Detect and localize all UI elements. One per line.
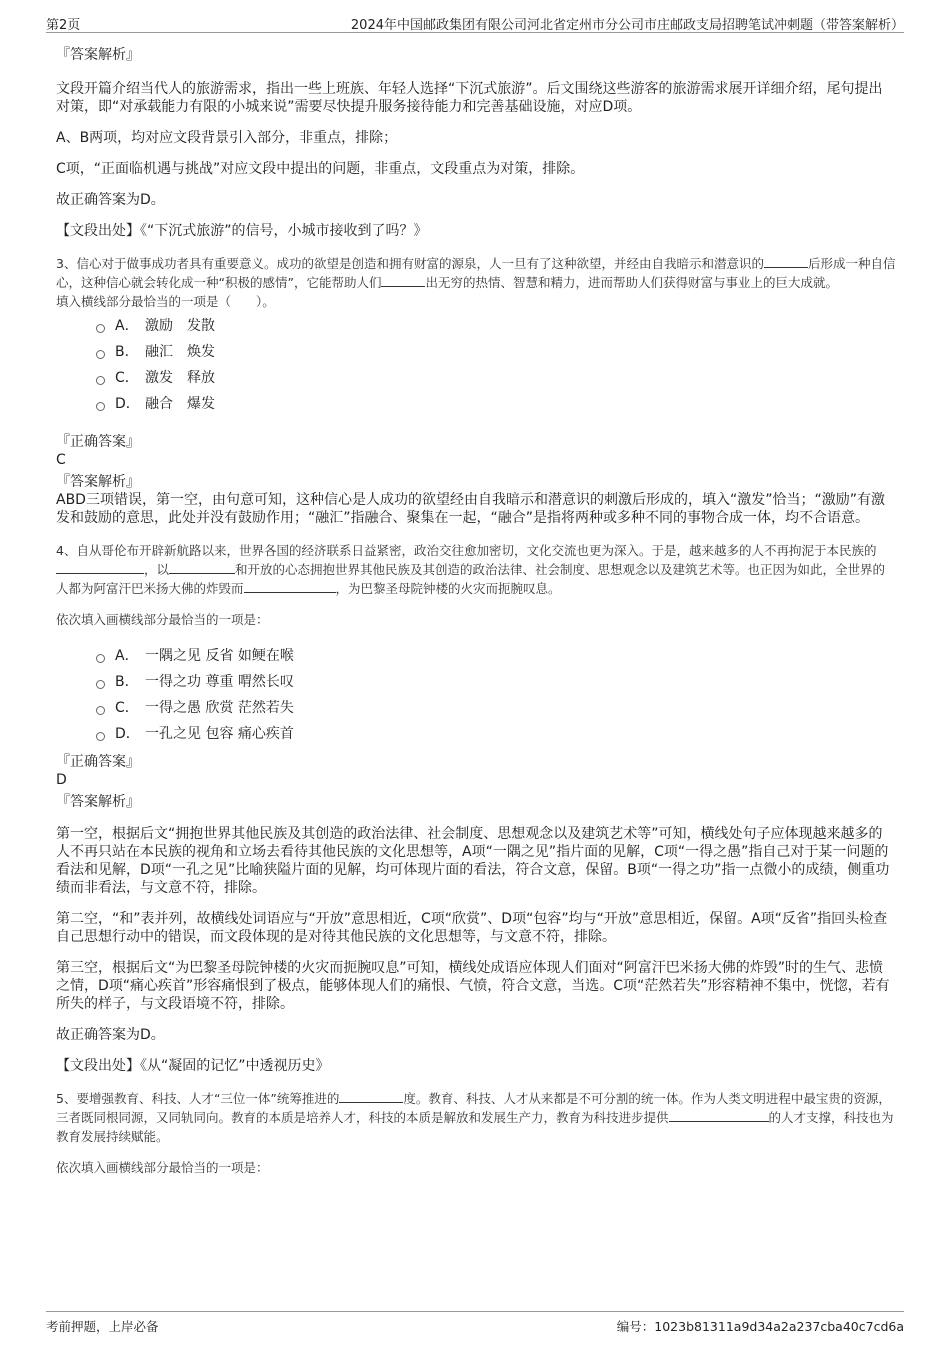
blank-line	[381, 274, 425, 287]
page-footer	[46, 1311, 904, 1336]
blank-line	[669, 1109, 769, 1122]
option-d[interactable]: D． 一孔之见 包容 痛心疾首	[96, 721, 896, 747]
page-number: 第2页	[46, 18, 81, 33]
option-a[interactable]: A． 一隅之见 反省 如鲠在喉	[96, 643, 896, 669]
question-4-stem: 4、自从哥伦布开辟新航路以来，世界各国的经济联系日益紧密，政治交往愈加密切，文化交流也更为深入。于是，越来越多的人不再拘泥于本民族的，以 和开放的心态拥抱世界其他民族及其创造的政治法律、社会制度、思想观念以及建筑艺术等。也正因为如此，全世界的人都为阿富汗巴米扬大佛的炸毁而 ，为巴黎圣母院钟楼的火灾而扼腕叹息。	[56, 543, 886, 596]
page-content	[56, 46, 896, 1177]
analysis-paragraph: A、B两项，均对应文段背景引入部分，非重点，排除；	[56, 130, 398, 146]
source-citation: 【文段出处】《“下沉式旅游”的信号，小城市接收到了吗？》	[56, 223, 428, 239]
document-title: 2024年中国邮政集团有限公司河北省定州市分公司市庄邮政支局招聘笔试冲刺题（带答案解析）	[350, 18, 904, 33]
blank-line	[169, 561, 235, 574]
radio-icon[interactable]	[96, 706, 105, 715]
analysis-paragraph: 故正确答案为D。	[56, 192, 165, 208]
blank-line	[339, 1090, 403, 1103]
answer-label: 『正确答案』	[56, 434, 140, 450]
radio-icon[interactable]	[96, 376, 105, 385]
analysis-label: 『答案解析』	[56, 474, 140, 490]
analysis-paragraph: 第二空，“和”表并列，故横线处词语应与“开放”意思相近，C项“欣赏”、D项“包容”均与“开放”意思相近，保留。A项“反省”指回头检查自己思想行动中的错误，而文段体现的是对待其他民族的文化思想等，与文意不符，排除。	[56, 911, 888, 945]
analysis-label: 『答案解析』	[56, 794, 140, 810]
analysis-paragraph: 文段开篇介绍当代人的旅游需求，指出一些上班族、年轻人选择“下沉式旅游”。后文围绕这些游客的旅游需求展开详细介绍，尾句提出对策，即“对承载能力有限的小城来说”需要尽快提升服务接待能力和完善基础设施，对应D项。	[56, 81, 883, 115]
radio-icon[interactable]	[96, 350, 105, 359]
radio-icon[interactable]	[96, 402, 105, 411]
question-5-ask: 依次填入画横线部分最恰当的一项是：	[56, 1160, 269, 1175]
option-d[interactable]: D． 融合 爆发	[96, 391, 896, 417]
analysis-paragraph: 第三空，根据后文“为巴黎圣母院钟楼的火灾而扼腕叹息”可知，横线处成语应体现人们面对“阿富汗巴米扬大佛的炸毁”时的生气、悲愤之情，D项“痛心疾首”形容痛恨到了极点，能够体现人们的痛恨、气愤，符合文意，当选。C项“茫然若失”形容精神不集中，恍惚，若有所失的样子，与文段语境不符，排除。	[56, 960, 890, 1012]
blank-line	[56, 561, 144, 574]
page-header	[46, 12, 904, 33]
radio-icon[interactable]	[96, 654, 105, 663]
blank-line	[244, 580, 336, 593]
radio-icon[interactable]	[96, 732, 105, 741]
analysis-paragraph: C项，“正面临机遇与挑战”对应文段中提出的问题，非重点，文段重点为对策，排除。	[56, 161, 585, 177]
document-id: 编号：1023b81311a9d34a2a237cba40c7cd6a	[616, 1319, 904, 1334]
option-b[interactable]: B． 一得之功 尊重 喟然长叹	[96, 669, 896, 695]
answer-value: C	[56, 452, 66, 468]
option-c[interactable]: C． 一得之愚 欣赏 茫然若失	[96, 695, 896, 721]
question-3-ask: 填入横线部分最恰当的一项是（ ）。	[56, 294, 275, 309]
analysis-paragraph: 故正确答案为D。	[56, 1027, 165, 1043]
analysis-label: 『答案解析』	[56, 47, 140, 63]
question-5-stem: 5、要增强教育、科技、人才“三位一体”统筹推进的 度。教育、科技、人才从来都是不可分割的统一体。作为人类文明进程中最宝贵的资源，三者既同根同源，又同轨同向。教育的本质是培养人才，科技的本质是解放和发展生产力，教育为科技进步提供 的人才支撑，科技也为教育发展持续赋能。	[56, 1091, 894, 1144]
option-b[interactable]: B． 融汇 焕发	[96, 339, 896, 365]
answer-label: 『正确答案』	[56, 754, 140, 770]
radio-icon[interactable]	[96, 680, 105, 689]
source-citation: 【文段出处】《从“凝固的记忆”中透视历史》	[56, 1058, 330, 1074]
blank-line	[764, 255, 808, 268]
question-3-options	[96, 313, 896, 417]
answer-value: D	[56, 772, 67, 788]
option-c[interactable]: C． 激发 释放	[96, 365, 896, 391]
option-a[interactable]: A． 激励 发散	[96, 313, 896, 339]
analysis-paragraph: ABD三项错误，第一空，由句意可知，这种信心是人成功的欲望经由自我暗示和潜意识的刺激后形成的，填入“激发”恰当；“激励”有激发和鼓励的意思，此处并没有鼓励作用；“融汇”指融合、聚集在一起，“融合”是指将两种或多种不同的事物合成一体，均不合语意。	[56, 492, 885, 526]
question-3-stem: 3、信心对于做事成功者具有重要意义。成功的欲望是创造和拥有财富的源泉，人一旦有了这种欲望，并经由自我暗示和潜意识的 后形成一种自信心，这种信心就会转化成一种“积极的感情”，它能帮助人们 出无穷的热情、智慧和精力，进而帮助人们获得财富与事业上的巨大成就。	[56, 256, 896, 290]
question-4-ask: 依次填入画横线部分最恰当的一项是：	[56, 612, 269, 627]
analysis-paragraph: 第一空，根据后文“拥抱世界其他民族及其创造的政治法律、社会制度、思想观念以及建筑艺术等”可知，横线处句子应体现越来越多的人不再只站在本民族的视角和立场去看待其他民族的文化思想等，A项“一隅之见”指片面的见解，C项“一得之愚”指自己对于某一问题的看法和见解，D项“一孔之见”比喻狭隘片面的见解，均可体现片面的看法，符合文意，保留。B项“一得之功”指一点微小的成绩，侧重功绩而非看法，与文意不符，排除。	[56, 826, 890, 896]
radio-icon[interactable]	[96, 324, 105, 333]
footer-slogan: 考前押题，上岸必备	[46, 1319, 159, 1334]
question-4-options	[96, 643, 896, 747]
